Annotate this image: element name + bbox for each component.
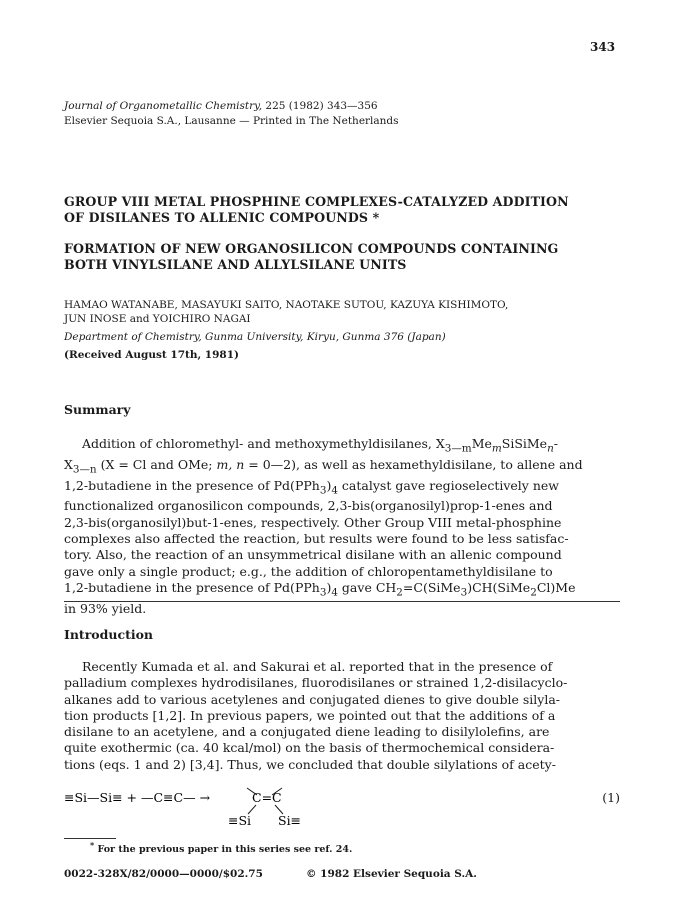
intro-line: Recently Kumada et al. and Sakurai et al. reported that in the presence of [82, 659, 553, 674]
author-line-2: JUN INOSE and YOICHIRO NAGAI [64, 313, 251, 325]
author-line-1: HAMAO WATANABE, MASAYUKI SAITO, NAOTAKE SUTOU, KAZUYA KISHIMOTO, [64, 299, 509, 311]
equation-lhs: ≡Si—Si≡ + —C≡C— → [64, 790, 211, 805]
summary-line: 1,2-butadiene in the presence of $Pd(PPh_3)_4$ gave $CH_2=C(SiMe_3)CH(SiMe_2Cl)Me$ [64, 579, 576, 599]
intro-line: tions (eqs. 1 and 2) [3,4]. Thus, we concluded that double silylations of acety- [64, 756, 556, 772]
equation-left-silyl: ≡Si [228, 813, 252, 828]
footnote-mark: * [90, 840, 95, 850]
footnote-text: For the previous paper in this series see ref. 24. [94, 844, 353, 856]
equation-graphic [64, 786, 324, 832]
title-line-1: GROUP VIII METAL PHOSPHINE COMPLEXES-CATALYZED ADDITION [64, 194, 569, 209]
subtitle-line-1: FORMATION OF NEW ORGANOSILICON COMPOUNDS CONTAINING [64, 241, 559, 256]
journal-citation: 225 (1982) 343—356 [262, 100, 378, 112]
equation-center: C=C [252, 790, 282, 805]
summary-line: tory. Also, the reaction of an unsymmetrical disilane with an allenic compound [64, 547, 562, 563]
author-list [64, 298, 624, 326]
journal-citation-line [64, 99, 399, 114]
received-date: (Received August 17th, 1981) [64, 349, 239, 361]
summary-line: complexes also affected the reaction, but results were found to be less satisfac- [64, 530, 569, 546]
intro-line: alkanes add to various acetylenes and conjugated dienes to give double silyla- [64, 691, 560, 707]
equation-1 [64, 786, 620, 832]
title-line-2: OF DISILANES TO ALLENIC COMPOUNDS * [64, 210, 380, 225]
section-divider [64, 601, 620, 602]
affiliation: Department of Chemistry, Gunma University, Kiryu, Gunma 376 (Japan) [64, 331, 446, 343]
summary-line: gave only a single product; e.g., the addition of chloropentamethyldisilane to [64, 563, 553, 579]
summary-heading: Summary [64, 402, 131, 417]
introduction-paragraph [64, 659, 620, 773]
summary-line: $X_{3—n}$ (X = Cl and OMe; m, n = 0—2), as well as hexamethyldisilane, to allene and [64, 456, 583, 476]
summary-line: 1,2-butadiene in the presence of $Pd(PPh_3)_4$ catalyst gave regioselectively new [64, 477, 559, 497]
intro-line: palladium complexes hydrodisilanes, fluorodisilanes or strained 1,2-disilacyclo- [64, 675, 568, 691]
issn-price: 0022-328X/82/0000—0000/$02.75 [64, 868, 263, 880]
equation-right-silyl: Si≡ [278, 813, 302, 828]
footnote [90, 840, 352, 855]
summary-line: 2,3-bis(organosilyl)but-1-enes, respectively. Other Group VIII metal-phosphine [64, 514, 562, 530]
intro-line: tion products [1,2]. In previous papers, we pointed out that the additions of a [64, 707, 556, 723]
copyright-notice: © 1982 Elsevier Sequoia S.A. [306, 868, 477, 880]
journal-name: Journal of Organometallic Chemistry, [64, 100, 263, 112]
summary-line: functionalized organosilicon compounds, 2,3-bis(organosilyl)prop-1-enes and [64, 498, 553, 514]
journal-publisher: Elsevier Sequoia S.A., Lausanne — Printed in The Netherlands [64, 115, 399, 127]
introduction-heading: Introduction [64, 627, 154, 642]
summary-line: Addition of chloromethyl- and methoxymethyldisilanes, $X_{3—m}Me_mSiSiMe_n-$ [82, 436, 559, 455]
equation-number: (1) [602, 790, 620, 805]
summary-line: in 93% yield. [64, 600, 147, 616]
intro-line: disilane to an acetylene, and a conjugated diene leading to disilylolefins, are [64, 724, 550, 740]
journal-header [64, 99, 399, 129]
summary-paragraph [64, 436, 620, 617]
intro-line: quite exothermic (ca. 40 kcal/mol) on the basis of thermochemical considera- [64, 740, 555, 756]
footnote-divider [64, 838, 116, 839]
subtitle-line-2: BOTH VINYLSILANE AND ALLYLSILANE UNITS [64, 257, 407, 272]
page-number: 343 [590, 40, 616, 54]
